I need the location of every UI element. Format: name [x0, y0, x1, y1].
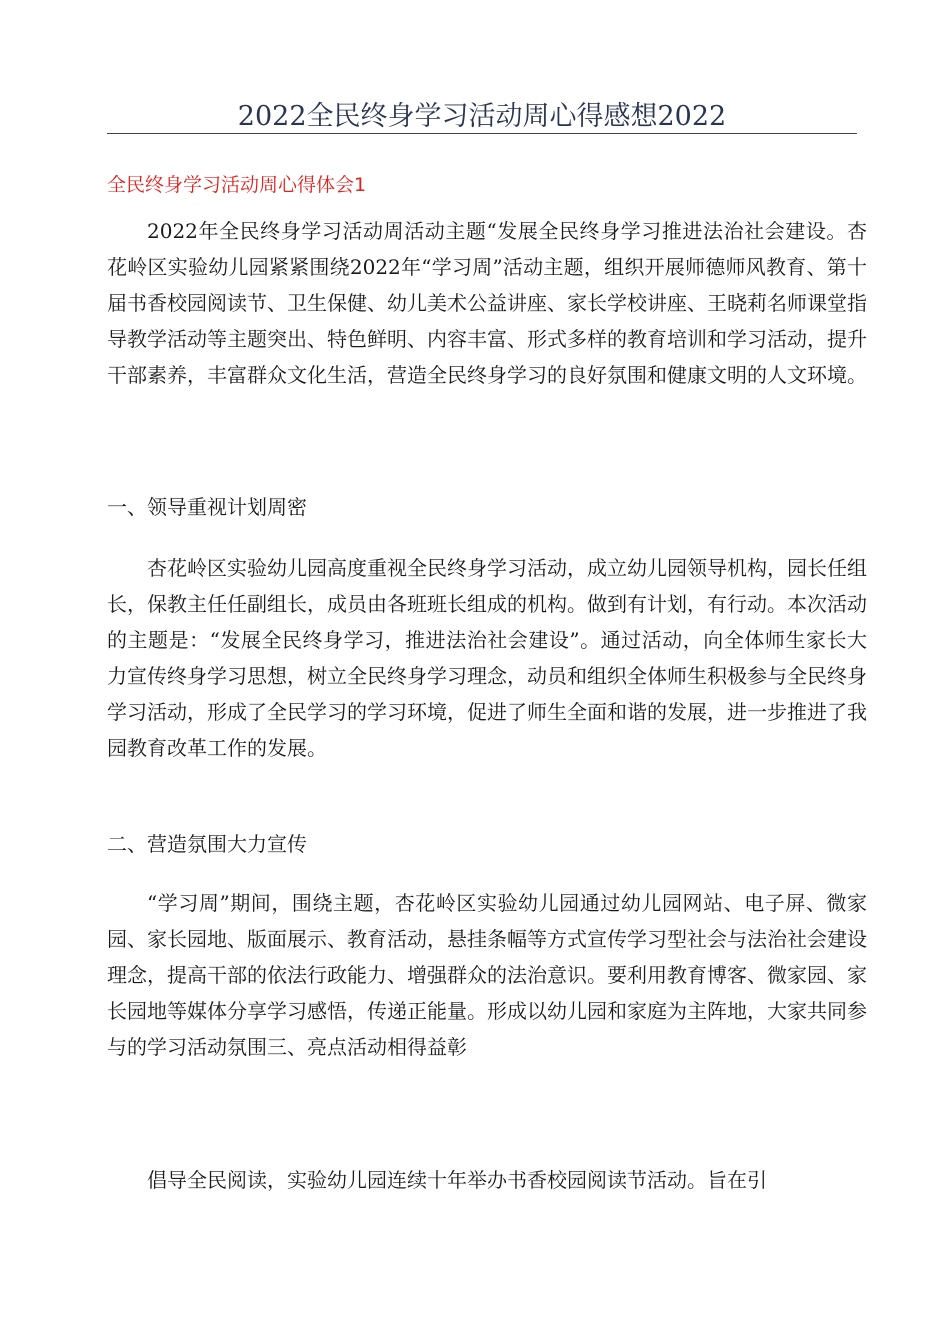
title-underline — [107, 133, 857, 134]
document-title: 2022全民终身学习活动周心得感想2022 — [237, 101, 727, 132]
body-paragraph: “学习周”期间，围绕主题，杏花岭区实验幼儿园通过幼儿园网站、电子屏、微家园、家长园地、版面展示、教育活动，悬挂条幅等方式宣传学习型社会与法治社会建设理念，提高干部的依法行政能力、增强群众的法治意识。要利用教育博客、微家园、家长园地等媒体分享学习感悟，传递正能量。形成以幼儿园和家庭为主阵地，大家共同参与的学习活动氛围三、亮点活动相得益彰 — [107, 891, 867, 1059]
body-paragraph: 2022年全民终身学习活动周活动主题“发展全民终身学习推进法治社会建设。杏花岭区实验幼儿园紧紧围绕2022年“学习周”活动主题，组织开展师德师风教育、第十届书香校园阅读节、卫生保健、幼儿美术公益讲座、家长学校讲座、王晓莉名师课堂指导教学活动等主题突出、特色鲜明、内容丰富、形式多样的教育培训和学习活动，提升干部素养，丰富群众文化生活，营造全民终身学习的良好氛围和健康文明的人文环境。 — [107, 219, 867, 387]
section-heading: 二、营造氛围大力宣传 — [107, 832, 307, 856]
section-heading: 一、领导重视计划周密 — [107, 495, 307, 519]
body-paragraph: 杏花岭区实验幼儿园高度重视全民终身学习活动，成立幼儿园领导机构，园长任组长，保教主任任副组长，成员由各班班长组成的机构。做到有计划，有行动。本次活动的主题是：“发展全民终身学习，推进法治社会建设”。通过活动，向全体师生家长大力宣传终身学习思想，树立全民终身学习理念，动员和组织全体师生积极参与全民终身学习活动，形成了全民学习的学习环境，促进了师生全面和谐的发展，进一步推进了我园教育改革工作的发展。 — [107, 556, 867, 760]
section-subheading: 全民终身学习活动周心得体会1 — [107, 174, 367, 196]
body-paragraph: 倡导全民阅读，实验幼儿园连续十年举办书香校园阅读节活动。旨在引 — [147, 1168, 767, 1192]
